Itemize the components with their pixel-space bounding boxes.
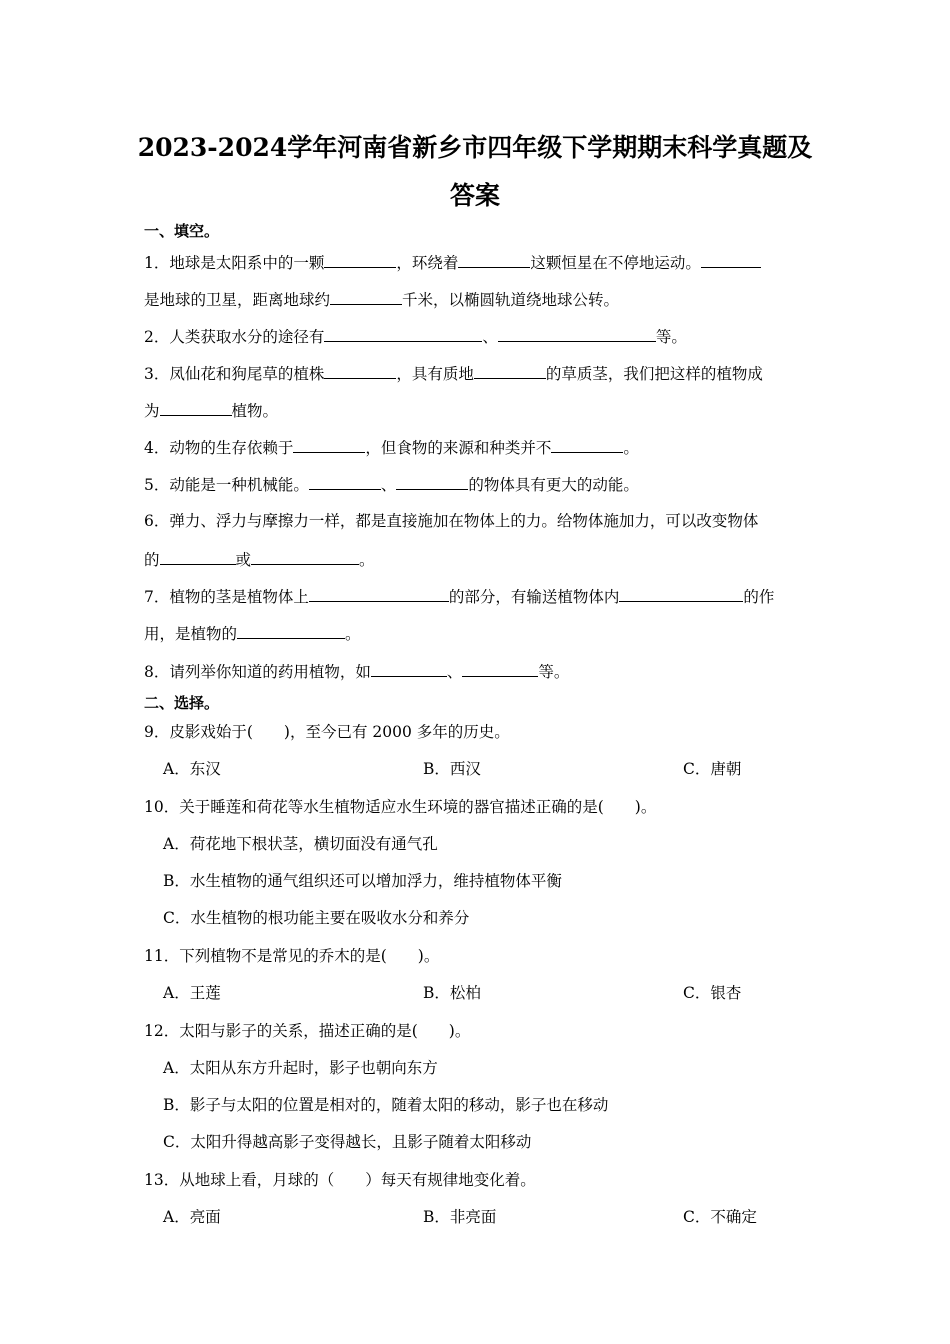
question-11-stem: 11．下列植物不是常见的乔木的是( )。 — [144, 947, 440, 965]
answer-blank — [458, 251, 530, 268]
answer-blank — [498, 325, 656, 342]
question-1-line2: 是地球的卫星，距离地球约 千米，以椭圆轨道绕地球公转。 — [144, 288, 809, 310]
question-13-option-c: C．不确定 — [683, 1208, 757, 1226]
question-12-option-a: A．太阳从东方升起时，影子也朝向东方 — [163, 1059, 438, 1077]
answer-blank — [251, 548, 359, 565]
document-title-line2: 答案 — [449, 181, 500, 210]
answer-blank — [324, 325, 482, 342]
question-10-option-b: B．水生植物的通气组织还可以增加浮力，维持植物体平衡 — [163, 872, 562, 890]
question-3-line1: 3．凤仙花和狗尾草的植株 ，具有质地 的草质茎，我们把这样的植物成 — [144, 362, 809, 384]
answer-blank — [619, 585, 743, 602]
answer-blank — [293, 436, 365, 453]
question-12-option-c: C．太阳升得越高影子变得越长，且影子随着太阳移动 — [163, 1133, 532, 1151]
answer-blank — [237, 622, 345, 639]
answer-blank — [462, 660, 538, 677]
section-fill-heading: 一、填空。 — [144, 222, 220, 240]
question-12-stem: 12．太阳与影子的关系，描述正确的是( )。 — [144, 1022, 471, 1040]
question-13-stem: 13．从地球上看，月球的（ ）每天有规律地变化着。 — [144, 1171, 536, 1189]
question-6-line1: 6．弹力、浮力与摩擦力一样，都是直接施加在物体上的力。给物体施加力，可以改变物体 — [144, 512, 759, 530]
question-2: 2．人类获取水分的途径有 、 等。 — [144, 325, 809, 347]
answer-blank — [474, 362, 546, 379]
question-11-option-a: A．王莲 — [163, 984, 221, 1002]
question-13-option-a: A．亮面 — [163, 1208, 221, 1226]
question-13-option-b: B．非亮面 — [423, 1208, 497, 1226]
question-11-option-b: B．松柏 — [423, 984, 481, 1002]
section-choice-heading: 二、选择。 — [144, 694, 220, 712]
question-12-option-b: B．影子与太阳的位置是相对的，随着太阳的移动，影子也在移动 — [163, 1096, 609, 1114]
question-9-option-b: B．西汉 — [423, 760, 481, 778]
answer-blank — [160, 399, 232, 416]
answer-blank — [371, 660, 447, 677]
question-10-option-a: A．荷花地下根状茎，横切面没有通气孔 — [163, 835, 438, 853]
question-1-line1: 1．地球是太阳系中的一颗 ，环绕着 这颗恒星在不停地运动。 — [144, 251, 809, 273]
question-9-stem: 9．皮影戏始于( )，至今已有 2000 多年的历史。 — [144, 723, 510, 741]
answer-blank — [309, 585, 449, 602]
question-7-line1: 7．植物的茎是植物体上 的部分，有输送植物体内 的作 — [144, 585, 809, 607]
question-10-option-c: C．水生植物的根功能主要在吸收水分和养分 — [163, 909, 470, 927]
answer-blank — [396, 473, 468, 490]
question-6-line2: 的 或 。 — [144, 548, 809, 570]
question-4: 4．动物的生存依赖于 ，但食物的来源和种类并不 。 — [144, 436, 809, 458]
answer-blank — [160, 548, 236, 565]
question-8: 8．请列举你知道的药用植物，如 、 等。 — [144, 660, 809, 682]
question-11-option-c: C．银杏 — [683, 984, 742, 1002]
answer-blank — [324, 362, 396, 379]
answer-blank — [701, 251, 761, 268]
question-5: 5．动能是一种机械能。 、 的物体具有更大的动能。 — [144, 473, 809, 495]
question-9-option-c: C．唐朝 — [683, 760, 742, 778]
answer-blank — [330, 288, 402, 305]
answer-blank — [551, 436, 623, 453]
question-7-line2: 用，是植物的 。 — [144, 622, 809, 644]
answer-blank — [309, 473, 381, 490]
answer-blank — [324, 251, 396, 268]
question-10-stem: 10．关于睡莲和荷花等水生植物适应水生环境的器官描述正确的是( )。 — [144, 798, 657, 816]
document-title-line1: 2023-2024学年河南省新乡市四年级下学期期末科学真题及 — [137, 133, 813, 162]
question-3-line2: 为 植物。 — [144, 399, 809, 421]
question-9-option-a: A．东汉 — [163, 760, 221, 778]
